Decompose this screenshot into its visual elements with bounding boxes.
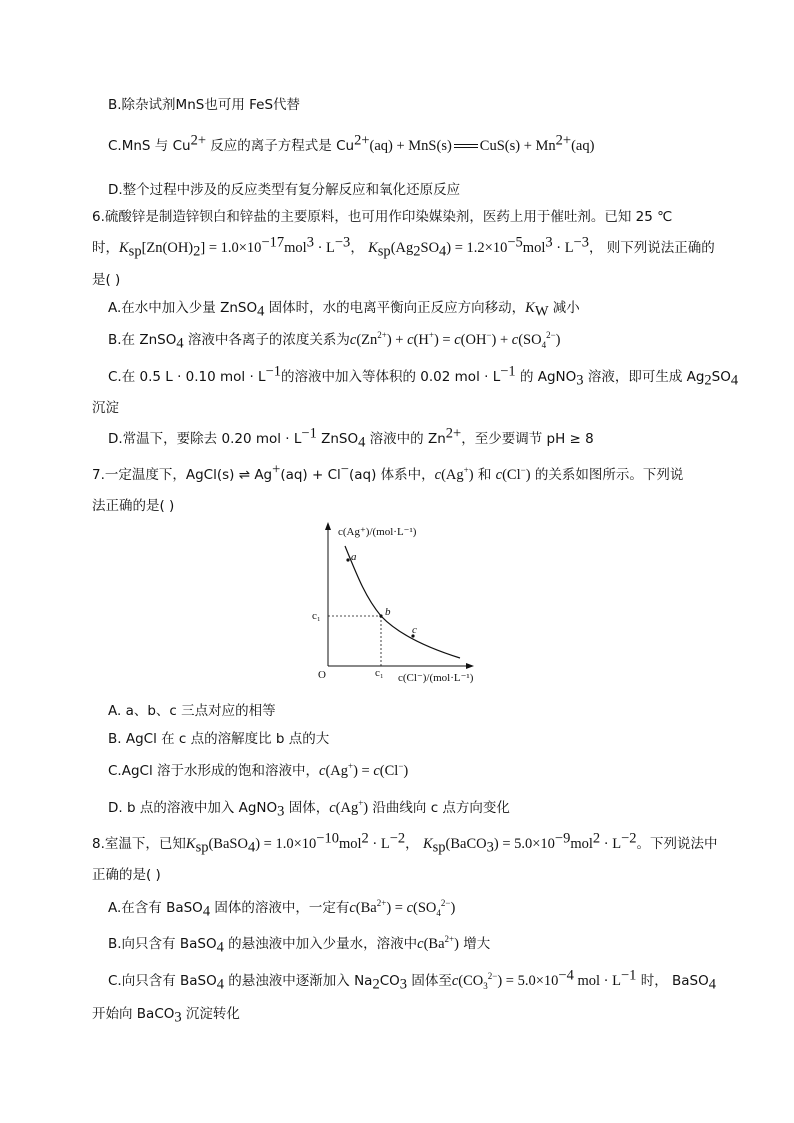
x-tick-c1: c₁ [375,667,384,679]
q7-stem-line1: 7.一定温度下，AgCl(s) ⇌ Ag+(aq) + Cl−(aq) 体系中，c(Ag+) 和 c(Cl−) 的关系如图所示。下列说 [92,461,684,483]
point-b [379,614,382,617]
q5-option-c: C.MnS 与 $Cu^{2+}$ 反应的离子方程式是 $Cu^{2+}(aq) + MnS(s) CuS(s) + Mn^{2+}(aq)$ [108,132,595,154]
origin-label: O [318,669,326,681]
solubility-curve [345,546,460,658]
q6-option-c-line2: 沉淀 [92,400,119,416]
q8-option-a: A.在含有 BaSO$_4$ 固体的溶液中，一定有$c(Ba^{2+}) = c(SO_4^{2-})$ [108,898,456,920]
q7-option-c: C.AgCl 溶于水形成的饱和溶液中，c(Ag+) = c(Cl−) [108,761,409,779]
q8-stem-line1: 8.室温下，已知$K_{sp}(BaSO_4) = 1.0\times 10^{-10}mol^2 \cdot L^{-2}$， $K_{sp}(BaCO_3) = 5.0\times 10^{-9}mol^2 \cdot L^{-2}$。下列说法中 [92,830,718,856]
q8-option-c-line2: 开始向 BaCO$_3$ 沉淀转化 [92,1006,240,1026]
q7-option-d: D. b 点的溶液中加入 AgNO$_3$ 固体，c(Ag+) 沿曲线向 c 点方向变化 [108,798,510,820]
y-tick-c1: c₁ [312,610,321,622]
q8-stem-line2: 正确的是( ) [92,867,161,883]
q6-stem-line2: 时，$K_{sp}[Zn(OH)_2] = 1.0\times 10^{-17}mol^3 \cdot L^{-3}$， $K_{sp}(Ag_2SO_4) = 1.2\times 10^{-5}mol^3 \cdot L^{-3}$， 则下列说法正确的 [92,234,715,260]
q5-option-b: B.除杂试剂MnS也可用 FeS代替 [108,97,301,113]
q6-option-d: D.常温下，要除去 0.20 mol · $L^{-1}$ ZnSO$_4$ 溶液中的 $Zn^{2+}$，至少要调节 pH ≥ 8 [108,425,594,451]
point-b-label: b [385,606,391,618]
x-axis-arrow-icon [466,663,474,669]
ksp-curve-figure [312,518,493,688]
q8-option-b: B.向只含有 BaSO$_4$ 的悬浊液中加入少量水，溶液中$c(Ba^{2+})$ 增大 [108,934,491,956]
q6-stem-line3: 是( ) [92,272,121,288]
equal-sign-icon [454,144,478,148]
q5-option-d: D.整个过程中涉及的反应类型有复分解反应和氧化还原反应 [108,182,461,198]
point-c-label: c [412,624,417,636]
point-a-label: a [351,551,357,563]
y-axis-label: c(Ag⁺)/(mol·L⁻¹) [338,526,417,538]
x-axis-label: c(Cl⁻)/(mol·L⁻¹) [398,672,474,684]
y-axis-arrow-icon [325,522,331,530]
q6-option-c: C.在 0.5 L · 0.10 mol · $L^{-1}$的溶液中加入等体积的 0.02 mol · $L^{-1}$ 的 AgNO$_3$ 溶液，即可生成 $Ag_2SO_4$ [108,363,739,389]
q7-option-a: A. a、b、c 三点对应的相等 [108,703,276,719]
q6-option-b: B.在 ZnSO$_4$ 溶液中各离子的浓度关系为$c(Zn^{2+}) + c(H^+) = c(OH^-) + c(SO_4^{2-})$ [108,330,561,352]
q6-option-a: A.在水中加入少量 ZnSO$_4$ 固体时，水的电离平衡向正反应方向移动，$K_W$ 减小 [108,300,580,320]
q8-option-c: C.向只含有 BaSO$_4$ 的悬浊液中逐渐加入 $Na_2CO_3$ 固体至$c(CO_3^{2-}) = 5.0\times 10^{-4}$ mol · $L^{-1}$ 时， BaSO$_4$ [108,967,716,993]
point-a [346,558,349,561]
q6-stem-line1: 6.硫酸锌是制造锌钡白和锌盐的主要原料，也可用作印染媒染剂，医药上用于催吐剂。已知 25 ℃ [92,209,673,225]
q7-option-b: B. AgCl 在 c 点的溶解度比 b 点的大 [108,731,330,747]
q7-stem-line2: 法正确的是( ) [92,498,175,514]
